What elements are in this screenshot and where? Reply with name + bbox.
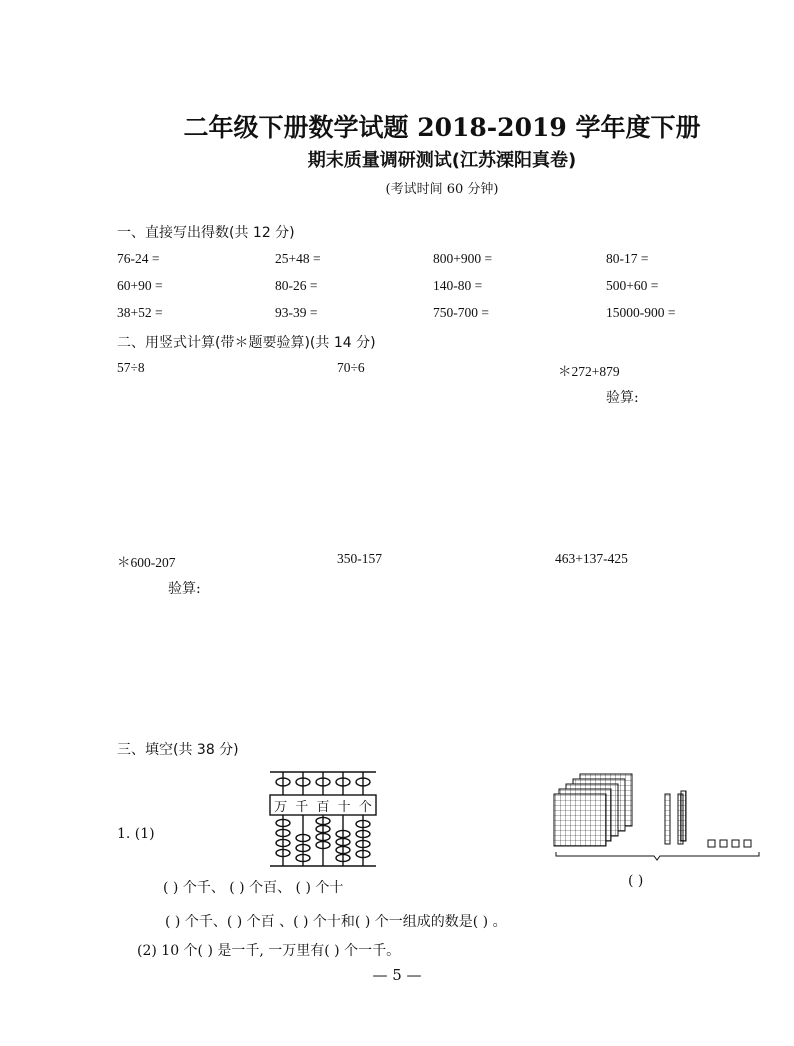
calc-item: 750-700 = xyxy=(433,305,489,320)
page-title: 二年级下册数学试题 2018-2019 学年度下册 xyxy=(183,113,701,142)
fill-line: (2) 10 个( ) 是一千, 一万里有( ) 个一千。 xyxy=(137,943,401,959)
calc-item: 93-39 = xyxy=(275,305,318,320)
vertical-calc-item: 350-157 xyxy=(337,551,382,566)
calc-item: 38+52 = xyxy=(117,305,163,320)
fill-line: ( ) 个千、( ) 个百 、( ) 个十和( ) 个一组成的数是( ) 。 xyxy=(165,914,507,930)
abacus-place-label: 万 xyxy=(274,800,288,815)
abacus-figure xyxy=(266,768,380,870)
vertical-calc-item: 70÷6 xyxy=(337,360,365,375)
abacus-place-labels xyxy=(270,796,376,815)
vertical-calc-item: ＊600-207 xyxy=(117,555,176,570)
section3-heading: 三、填空(共 38 分) xyxy=(117,742,239,758)
answer-blank[interactable]: ( ) xyxy=(628,873,644,889)
calc-item: 25+48 = xyxy=(275,251,321,266)
calc-item: 80-17 = xyxy=(606,251,649,266)
calc-item: 60+90 = xyxy=(117,278,163,293)
calc-item: 76-24 = xyxy=(117,251,160,266)
check-label: 验算: xyxy=(606,390,639,406)
page-subtitle: 期末质量调研测试(江苏溧阳真卷) xyxy=(307,150,577,171)
abacus-place-label: 十 xyxy=(337,800,351,815)
calc-item: 500+60 = xyxy=(606,278,659,293)
section1-heading: 一、直接写出得数(共 12 分) xyxy=(117,225,295,241)
exam-time-note: (考试时间 60 分钟) xyxy=(385,182,499,197)
calc-item: 80-26 = xyxy=(275,278,318,293)
check-label: 验算: xyxy=(168,581,201,597)
abacus-place-label: 百 xyxy=(316,800,330,815)
abacus-place-label: 千 xyxy=(295,800,309,815)
fill-line: ( ) 个千、 ( ) 个百、 ( ) 个十 xyxy=(163,880,344,896)
vertical-calc-item: 463+137-425 xyxy=(555,551,628,566)
vertical-calc-item: 57÷8 xyxy=(117,360,145,375)
calc-item: 140-80 = xyxy=(433,278,483,293)
question-label: 1. (1) xyxy=(117,826,155,842)
abacus-place-label: 个 xyxy=(358,800,372,815)
calc-item: 800+900 = xyxy=(433,251,493,266)
page-number: — 5 — xyxy=(372,966,422,984)
calc-item: 15000-900 = xyxy=(606,305,676,320)
base-ten-blocks-figure xyxy=(550,770,765,865)
vertical-calc-item: ＊272+879 xyxy=(558,364,620,379)
section2-heading: 二、用竖式计算(带＊题要验算)(共 14 分) xyxy=(117,335,376,351)
